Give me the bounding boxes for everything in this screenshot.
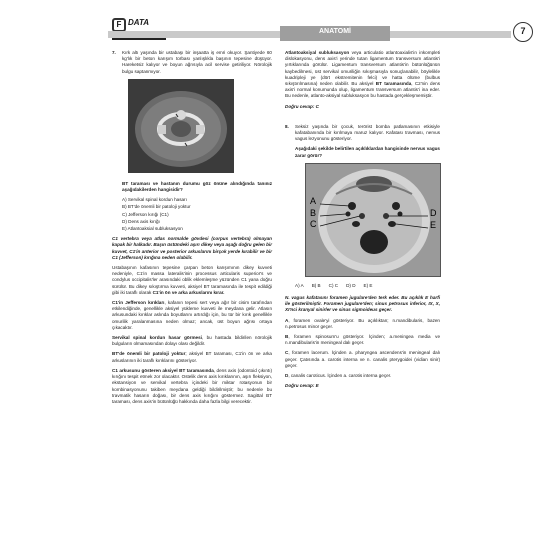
q8-answer: Doğru cevap: E <box>285 383 319 389</box>
logo-word: DATA <box>128 18 150 27</box>
q8-expl-b-letter: B <box>285 334 289 340</box>
question-8-prompt: Aşağıdaki şekilde belirtilen açıklıklardan hangisinde nervus vagus zarar görür? <box>295 146 440 158</box>
label-a: A <box>310 195 317 206</box>
q8-expl-d-text: , canalis caroticus. İçinden a. carotis interna geçer. <box>288 373 392 379</box>
q7-para-2 <box>112 265 272 296</box>
q7-para-5-text: ; aksiyel BT taraması, C1'in ön ve arka arkuslarının iki taraflı kırıklarını gösteriyor. <box>112 351 272 363</box>
question-8-options <box>285 283 440 289</box>
q7-explanation-lead: C1 vertebra veya atlas normalde gövdesi (corpus vertebra) olmayan kapak bir halkadır. Başın üstündeki aşırı dikey veya aşağı doğru gelen bir kuvvet, C1'in anterior ve posterior arkuslarını birçok yerde kırabilir ve bir C1 (Jefferson) kırığına neden olabilir. <box>112 236 272 260</box>
question-7-stem: Kırk altı yaşında bir ustabaşı bir inşaatta iş emri okuyor. Şantiyede 60 kg'lık bir beton karışım torbası yanlışlıkla başının tepesine düşüyor. Hareketsiz kalıyor ve boyun ağrısıyla acil servise getiriliyor. Nörolojik bulgu saptanmıyor. <box>122 50 272 74</box>
q8-expl-c-letter: C <box>285 350 289 356</box>
q7-para-6-bold: C1 arkusunu gösteren aksiyel BT taramasında <box>112 367 214 373</box>
q7-para-6 <box>112 368 272 405</box>
q8-expl-c <box>285 350 440 369</box>
q7-answer: Doğru cevap: C <box>285 103 319 109</box>
q8-expl-a-text: , foramen ovale'yi gösteriyor. Bu açıklıktan; n.mandibularis, bazen n.petrosus minor geçer. <box>285 317 440 329</box>
right-top-bold: Atlantoaksiyal subluksasyon <box>285 50 350 55</box>
option-a: A) Servikal spinal kordun hasarı <box>122 197 187 203</box>
q7-para-5-bold: BT'de önemli bir patoloji yoktur <box>112 351 186 357</box>
option-e: E) Atlantoaksial subluksasyon <box>122 226 183 232</box>
q8-expl-b <box>285 334 440 346</box>
question-8-stem: Seksiz yaşında bir çocuk, terörist bomba patlamasının etkisiyle kafatabanında bir kırılmaya maruz kalıyor. Kafatası travması, nervus vagus lezyonunu gösteriyor. <box>295 123 440 142</box>
q7-para-3 <box>112 300 272 331</box>
q8-expl-d <box>285 373 440 379</box>
option-b: B) BT'de önemli bir patoloji yoktur <box>122 204 191 210</box>
q8-explanation-lead: N. vagus kafatasını foramen jugulare'den terk eder. Bu açıklık E harfi ile gösterilmiştir. Foramen jugulare'den; sinus petrosus inferior, IX, X, XI'nci kranyal sinirler ve sinus sigmoideus geçer. <box>285 295 440 313</box>
q8-option-b: B) B <box>311 282 321 288</box>
q7-para-4-bold: Servikal spinal kordun hasar görmesi <box>112 335 202 341</box>
ct-scan-illustration <box>128 79 234 173</box>
option-c: C) Jefferson kırığı (C1) <box>122 211 169 217</box>
skull-base-illustration <box>306 164 441 277</box>
question-7-prompt: BT taraması ve hastanın durumu göz önüne alındığında tanınız aşağıdakilerden hangisidir? <box>122 180 272 193</box>
option-d: D) Dens axis kırığı <box>122 218 160 224</box>
label-d: D <box>430 207 437 218</box>
page-title: ANATOMİ <box>318 28 352 35</box>
right-top-paragraph <box>285 50 440 100</box>
q7-para-4 <box>112 335 272 347</box>
right-top-text: veya articulatio atlantoaxialis'in inkompleti dislokasyonu, dens axis'i yerinde tutan ligamentum transversum atlantis'i yırtıklarında görülür. Ligamentum transversum atlantis'in bütünlüğünün kaybedilmesi, üst servikal omuriliğin sıkışmasıyla sonuçlanabilir, böylelikle kuadripleji ye (dört ekstremitenin felci) ve hatta ölüme (bulbus sıkıştırılmasına) neden olabilir. Bu aksiyel <box>285 50 440 87</box>
question-7-number: 7. <box>112 50 116 55</box>
ct-scan-image <box>128 79 234 173</box>
page-number: 7 <box>513 22 533 42</box>
label-e: E <box>430 219 437 230</box>
header-title-box <box>280 26 390 41</box>
q8-expl-c-text: , foramen lacerum. İçinden a. pharyngea ascendens'in meningeal dalı geçer. Çatısında a. carotis interna ve n. canalis pterygoidei (vidian sinir) geçer. <box>285 350 440 368</box>
q8-expl-b-text: , foramen spinosum'u gösteriyor. İçinden; a.meningea media ve n.mandibularis'in meningeal dalı geçer. <box>285 334 440 346</box>
q8-option-d: D) D <box>346 282 356 288</box>
q8-expl-a <box>285 318 440 330</box>
q7-para-6-text: , dens axis (odontoid çıkıntı) kırığını tespit etmek zor olacaktır. Ostelik dens axis kırıklarının, aşırı fleksiyon, ekstansiyon ve servikal vertebra içindeki bir miktar rotasyonun bir kombinasyonunu takiben meydana geldiği bildirilmiştir; bu nedenle bu travmatik hasarın doğası, bir dens axis kırığını göstermez. Sagittal BT taraması, dens axis'in bütünlüğü hakkında daha fazla bilgi verecektir. <box>112 367 272 404</box>
page-header <box>108 26 533 42</box>
label-c: C <box>310 218 317 229</box>
right-top-text-2: , C2'nin dens axis'i normal konumunda olup, ligamentum transversum atlantis'i ina eder. Bu nedenle, atlanto-aksiyal subluksasyon bu hastada gerçekleşmemiştir. <box>285 81 441 99</box>
skull-base-image <box>305 163 441 277</box>
q7-para-4-text: , bu hastada bildirilen nörolojik bulguların olmamasından dolayı olası değildir. <box>112 335 272 347</box>
left-column <box>112 50 272 409</box>
q7-para-3-text: , kafanın tepesi sert veya ağır bir cisim tarafından etkilendiğinde, genellikle aksiyel yükleme kuvveti ile meydana gelir. Atlasın arkusundaki kırıklar aslında boyutlarını artırdığı için, bu tür bir kırık genellikle omurilik yaralanmasına neden olmaz; ancak, üst boyun ağrısı ortaya çıkacaktır. <box>112 300 272 330</box>
q8-option-a: A) A <box>295 282 304 288</box>
logo-mark: F <box>112 18 126 32</box>
q7-para-2-bold: C1'in ön ve arka arkuslarını kırar. <box>152 289 225 295</box>
question-7-options <box>112 197 272 232</box>
right-column <box>285 50 440 393</box>
label-b: B <box>310 207 317 218</box>
q8-option-c: C) C <box>328 282 339 288</box>
q8-expl-d-letter: D <box>285 373 289 379</box>
q7-para-3-bold: C1'in Jefferson kırıkları <box>112 300 165 306</box>
q7-para-2-text: Ustabaşının kafasının tepesine çarpan beton karışımının dikey kuvveti nedeniyle, C1'in massa lateralis'inin processus articularis superior's ve condylus occipitalis'ler arasındaki oblik eklemleşme yüzünden C1 yana doğru sürülür. Bu dikey sıkıştırma kuvveti, aksiyel BT taramasında ile tespit edildiği gibi iki taraflı olarak <box>112 265 272 295</box>
q7-para-5 <box>112 351 272 363</box>
q8-option-e: E) E <box>363 282 373 288</box>
right-top-bt-bold: BT taramasında <box>375 81 412 87</box>
q8-expl-a-letter: A <box>285 317 289 323</box>
question-8-number: 8. <box>285 123 289 129</box>
